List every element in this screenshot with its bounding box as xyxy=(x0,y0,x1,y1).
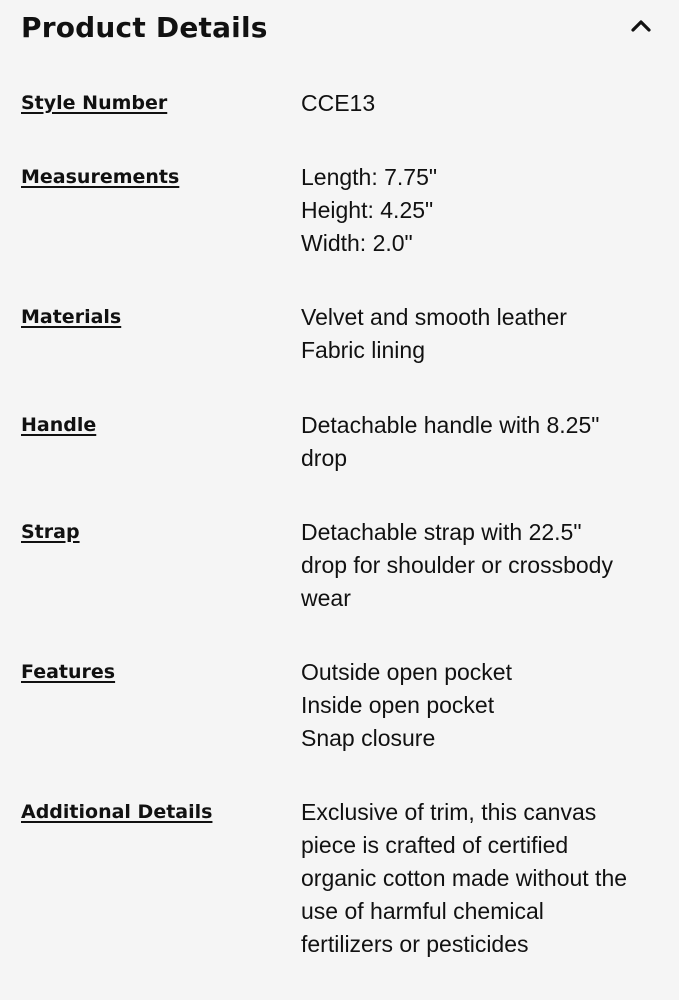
chevron-up-icon xyxy=(629,18,653,34)
detail-value-line: Detachable strap with 22.5" xyxy=(301,519,582,545)
detail-value-line: Detachable handle with 8.25" xyxy=(301,412,600,438)
detail-value-line: Fabric lining xyxy=(301,337,425,363)
collapse-toggle-button[interactable] xyxy=(621,8,661,48)
detail-value-line: Length: 7.75" xyxy=(301,164,438,190)
detail-value-line: Inside open pocket xyxy=(301,692,495,718)
detail-value-line: Velvet and smooth leather xyxy=(301,304,567,330)
product-details-header[interactable] xyxy=(21,8,661,48)
detail-value-line: CCE13 xyxy=(301,90,376,116)
section-title: Product Details xyxy=(21,11,268,44)
detail-label: Additional Details xyxy=(21,801,213,823)
detail-label: Handle xyxy=(21,414,97,436)
detail-value xyxy=(301,87,661,120)
detail-value-line: drop xyxy=(301,445,348,471)
detail-value-line: fertilizers or pesticides xyxy=(301,931,529,957)
detail-value xyxy=(301,409,661,475)
detail-label: Style Number xyxy=(21,92,168,114)
detail-value-line: Outside open pocket xyxy=(301,659,512,685)
detail-value-line: Width: 2.0" xyxy=(301,230,413,256)
detail-value xyxy=(301,301,661,367)
detail-value-line: piece is crafted of certified xyxy=(301,832,569,858)
detail-value-line: Exclusive of trim, this canvas xyxy=(301,799,597,825)
detail-value xyxy=(301,516,661,615)
detail-label: Measurements xyxy=(21,166,180,188)
detail-value xyxy=(301,796,661,961)
detail-value xyxy=(301,161,661,260)
detail-value-line: drop for shoulder or crossbody xyxy=(301,552,613,578)
detail-value-line: use of harmful chemical xyxy=(301,898,544,924)
detail-value xyxy=(301,656,661,755)
detail-label: Strap xyxy=(21,521,80,543)
detail-value-line: organic cotton made without the xyxy=(301,865,628,891)
detail-value-line: wear xyxy=(301,585,351,611)
detail-label: Materials xyxy=(21,306,122,328)
detail-value-line: Height: 4.25" xyxy=(301,197,434,223)
detail-label: Features xyxy=(21,661,116,683)
detail-value-line: Snap closure xyxy=(301,725,436,751)
